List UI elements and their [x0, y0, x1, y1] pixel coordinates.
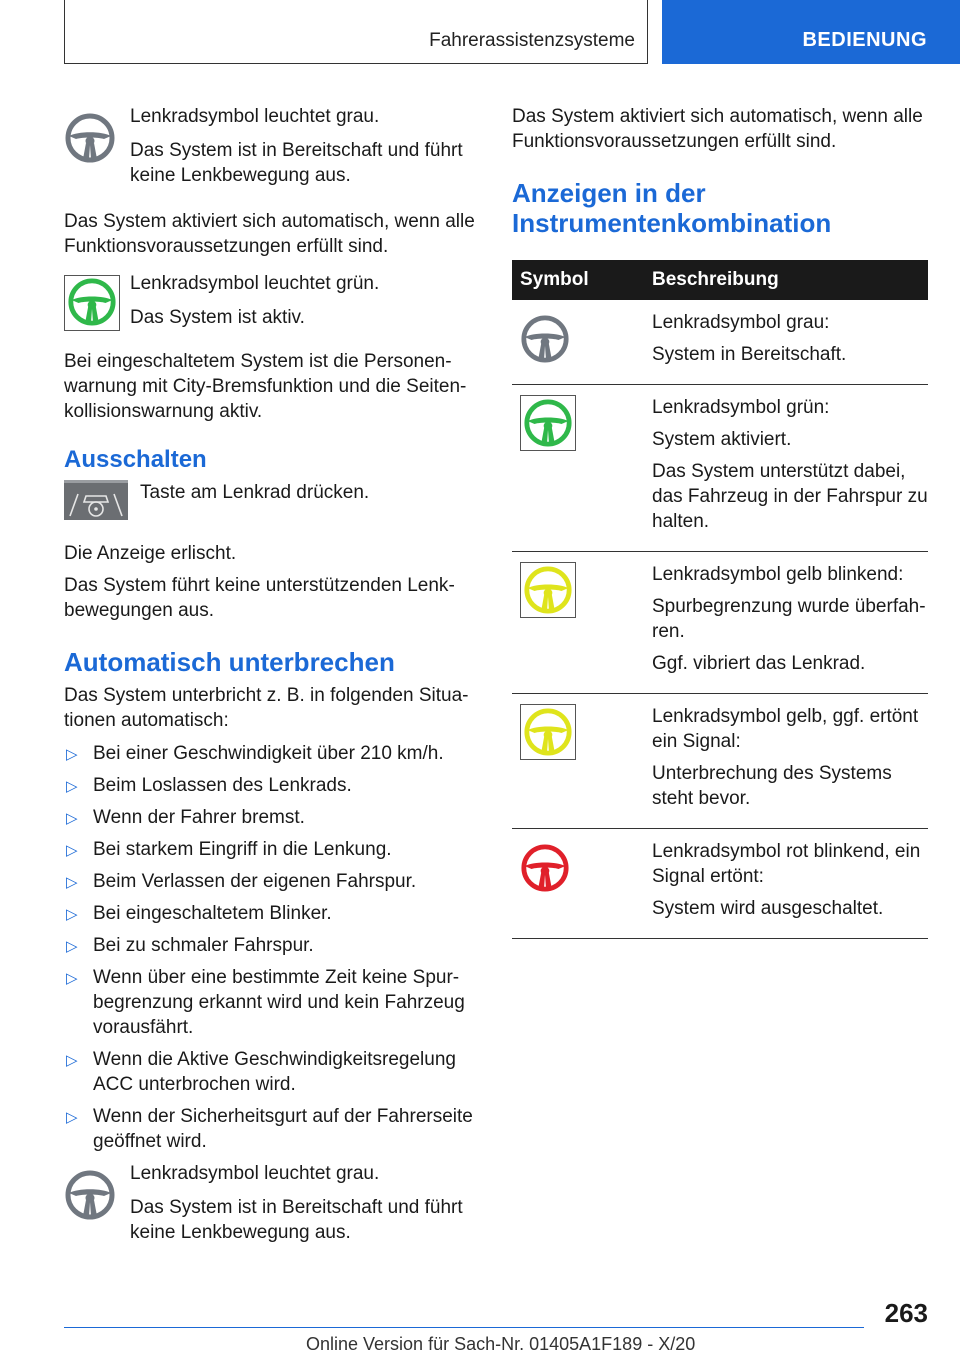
status-grey-line2: Das System ist in Bereitschaft und führt keine Lenkbewegung aus.	[130, 140, 463, 186]
symbol-cell	[512, 694, 644, 829]
description-line: Lenkradsymbol gelb, ggf. ertönt ein Signal:	[652, 706, 919, 752]
bullet-triangle-icon: ▷	[66, 746, 78, 763]
symbol-cell	[512, 300, 644, 385]
table-row	[512, 829, 928, 939]
table-row	[512, 552, 928, 694]
description-line: Lenkradsymbol gelb blinkend:	[652, 564, 904, 585]
header-section-title: Fahrerassistenzsysteme	[429, 30, 635, 51]
footer-divider	[64, 1327, 864, 1328]
list-item: ▷ Bei starkem Eingriff in die Lenkung.	[64, 837, 478, 862]
bullet-triangle-icon: ▷	[66, 906, 78, 923]
status-grey-2-line2: Das System ist in Bereitschaft und führt keine Lenkbewegung aus.	[130, 1197, 463, 1243]
status-green-block	[64, 271, 478, 339]
table-row	[512, 694, 928, 829]
personen-warnung-text: Bei eingeschaltetem System ist die Personenwarnung mit City-Bremsfunktion und die Seitenkollisionswarnung aktiv.	[64, 351, 467, 422]
header-frame	[64, 0, 648, 64]
unterbrechen-heading: Automatisch unterbrechen	[64, 647, 395, 677]
list-item: ▷ Bei einer Geschwindigkeit über 210 km/h.	[64, 741, 478, 766]
page-number: 263	[884, 1298, 928, 1328]
auto-activate-text: Das System aktiviert sich automatisch, wenn alle Funktionsvoraussetzungen erfüllt sind.	[64, 211, 475, 257]
list-item: ▷ Bei zu schmaler Fahrspur.	[64, 933, 478, 958]
ausschalten-button-text: Taste am Lenkrad drücken.	[140, 482, 370, 503]
bullet-triangle-icon: ▷	[66, 1109, 78, 1126]
col-header-symbol: Symbol	[512, 260, 644, 300]
list-item: ▷ Wenn über eine bestimmte Zeit keine Spurbegrenzung erkannt wird und kein Fahrzeug vorausfährt.	[66, 967, 465, 1038]
symbol-cell	[512, 829, 644, 939]
anzeige-erlischt-text: Die Anzeige erlischt.	[64, 543, 237, 564]
description-cell	[644, 829, 928, 939]
symbol-table	[512, 260, 928, 939]
ausschalten-note-text: Das System führt keine unterstützenden Lenkbewegungen aus.	[64, 575, 455, 621]
description-line: Unterbrechung des Systems steht bevor.	[652, 763, 892, 809]
description-line: Das System unterstützt dabei, das Fahrzeug in der Fahrspur zu halten.	[652, 461, 928, 532]
description-line: Lenkradsymbol rot blinkend, ein Signal ertönt:	[652, 841, 921, 887]
steering-wheel-red-icon	[520, 839, 570, 898]
description-line: Lenkradsymbol grau:	[652, 312, 830, 333]
online-version-text: Online Version für Sach-Nr. 01405A1F189 - X/20	[306, 1334, 696, 1354]
description-line: Ggf. vibriert das Lenkrad.	[652, 653, 866, 674]
table-row	[512, 300, 928, 385]
anzeigen-heading: Anzeigen in der Instrumentenkombination	[512, 178, 832, 238]
symbol-cell	[512, 385, 644, 552]
steering-wheel-grey-icon	[520, 310, 570, 369]
ausschalten-heading: Ausschalten	[64, 446, 207, 473]
bullet-triangle-icon: ▷	[66, 778, 78, 795]
list-item: ▷ Beim Loslassen des Lenkrads.	[64, 773, 478, 798]
table-header-row	[512, 260, 928, 300]
bullet-triangle-icon: ▷	[66, 1052, 78, 1069]
description-line: Lenkradsymbol grün:	[652, 397, 830, 418]
steering-wheel-green-icon	[64, 271, 130, 332]
status-grey-2-line1: Lenkradsymbol leuchtet grau.	[130, 1163, 380, 1184]
description-line: System aktiviert.	[652, 429, 792, 450]
bullet-triangle-icon: ▷	[66, 842, 78, 859]
unterbrechen-intro: Das System unterbricht z. B. in folgenden Situationen automatisch:	[64, 685, 469, 731]
description-line: System in Bereitschaft.	[652, 344, 847, 365]
steering-wheel-grey-icon	[64, 1161, 130, 1226]
list-item: ▷ Wenn der Sicherheitsgurt auf der Fahrerseite geöffnet wird.	[66, 1106, 473, 1152]
table-row	[512, 385, 928, 552]
bullet-triangle-icon: ▷	[66, 938, 78, 955]
chapter-tab-label: BEDIENUNG	[802, 29, 927, 51]
unterbrechen-list	[64, 741, 478, 1154]
steering-wheel-green-icon	[520, 395, 576, 451]
description-line: System wird ausgeschaltet.	[652, 898, 884, 919]
status-green-line1: Lenkradsymbol leuchtet grün.	[130, 273, 380, 294]
status-grey-line1: Lenkradsymbol leuchtet grau.	[130, 106, 380, 127]
description-cell	[644, 552, 928, 694]
status-grey-block-2	[64, 1161, 478, 1254]
lane-assist-button-icon	[64, 480, 140, 525]
steering-wheel-yellow-icon	[520, 562, 576, 618]
status-green-line2: Das System ist aktiv.	[130, 307, 305, 328]
bullet-triangle-icon: ▷	[66, 970, 78, 987]
steering-wheel-grey-icon	[64, 104, 130, 169]
left-column	[64, 104, 478, 1254]
chapter-tab[interactable]	[662, 0, 960, 64]
list-item: ▷ Bei eingeschaltetem Blinker.	[64, 901, 478, 926]
description-cell	[644, 385, 928, 552]
list-item: ▷ Beim Verlassen der eigenen Fahrspur.	[64, 869, 478, 894]
status-grey-block	[64, 104, 478, 197]
symbol-cell	[512, 552, 644, 694]
bullet-triangle-icon: ▷	[66, 874, 78, 891]
list-item: ▷ Wenn der Fahrer bremst.	[64, 805, 478, 830]
right-auto-activate-text: Das System aktiviert sich automatisch, wenn alle Funktionsvoraussetzungen erfüllt sind.	[512, 106, 923, 152]
list-item: ▷ Wenn die Aktive Geschwindigkeitsregelung ACC unterbrochen wird.	[66, 1049, 456, 1095]
col-header-beschreibung: Beschreibung	[644, 260, 928, 300]
steering-wheel-yellow-icon	[520, 704, 576, 760]
bullet-triangle-icon: ▷	[66, 810, 78, 827]
description-cell	[644, 694, 928, 829]
ausschalten-button-block	[64, 480, 478, 525]
right-column	[512, 104, 928, 939]
description-line: Spurbegrenzung wurde überfahren.	[652, 596, 926, 642]
description-cell	[644, 300, 928, 385]
